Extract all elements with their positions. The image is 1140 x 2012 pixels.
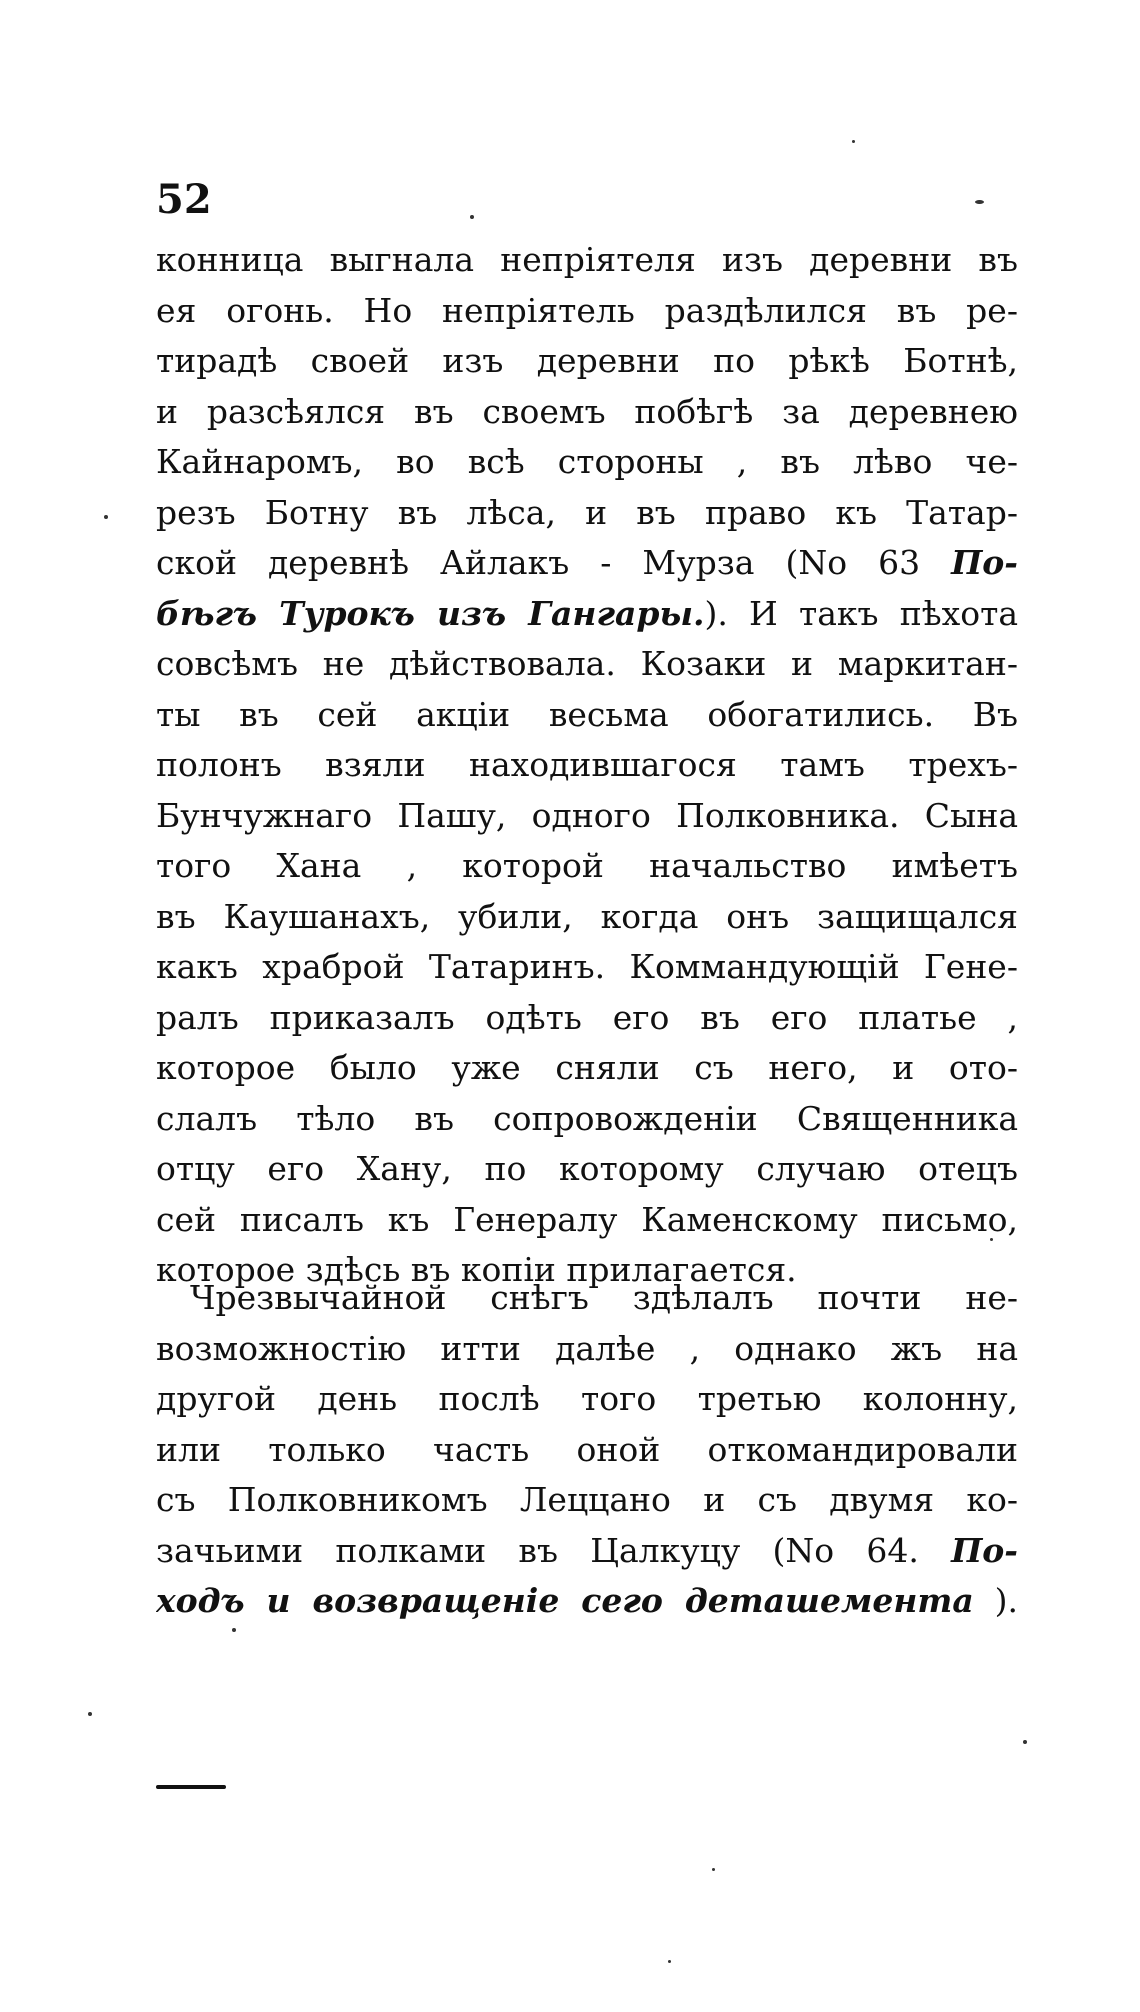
text-run: ской деревнѣ Айлакъ - Мурза (No 63 xyxy=(156,543,921,582)
italic-run: бѣгъ Турокъ изъ Гангары. xyxy=(156,593,705,633)
text-line: Кайнаромъ, во всѣ стороны , въ лѣво че- xyxy=(156,442,1018,481)
text-line: совсѣмъ не дѣйствовала. Козаки и маркитан- xyxy=(156,644,1018,683)
text-line: съ Полковникомъ Леццано и съ двумя ко- xyxy=(156,1480,1018,1519)
text-line: которое здѣсь въ копіи прилагается. xyxy=(156,1250,797,1289)
ink-speck xyxy=(470,215,474,219)
text-line: ралъ приказалъ одѣть его въ его платье , xyxy=(156,997,1018,1037)
text-line xyxy=(156,589,1018,640)
text-line: которое было уже сняли съ него, и ото- xyxy=(156,1048,1018,1087)
paragraph-2 xyxy=(156,1273,1018,1627)
italic-run: ходъ и возвращеніе сего деташемента xyxy=(156,1581,974,1620)
ink-speck xyxy=(668,1960,671,1963)
text-run: ). xyxy=(994,1581,1018,1620)
ink-speck xyxy=(852,140,855,143)
text-line: резъ Ботну въ лѣса, и въ право къ Татар- xyxy=(156,492,1018,532)
text-line: слалъ тѣло въ сопровожденіи Священника xyxy=(156,1098,1018,1138)
text-line: или только часть оной откомандировали xyxy=(156,1429,1018,1469)
ink-speck xyxy=(712,1868,715,1871)
italic-run: По- xyxy=(951,543,1018,582)
page-number: 52 xyxy=(156,176,212,223)
text-line: другой день послѣ того третью колонну, xyxy=(156,1379,1018,1418)
text-line xyxy=(156,1526,1018,1577)
ink-speck xyxy=(990,1238,993,1241)
text-line: ея огонь. Но непріятель раздѣлился въ ре- xyxy=(156,290,1018,330)
text-line: тирадѣ своей изъ деревни по рѣкѣ Ботнѣ, xyxy=(156,341,1018,380)
text-line: конница выгнала непріятеля изъ деревни въ xyxy=(156,240,1018,279)
text-line: въ Каушанахъ, убили, когда онъ защищался xyxy=(156,896,1018,936)
paragraph-1 xyxy=(156,235,1018,1296)
text-line: возможностію итти далѣе , однако жъ на xyxy=(156,1328,1018,1368)
text-run: зачьими полками въ Цалкуцу (No 64. xyxy=(156,1530,919,1570)
ink-speck xyxy=(975,200,984,204)
text-line xyxy=(156,538,1018,589)
text-line: ты въ сей акціи весьма обогатились. Въ xyxy=(156,694,1018,734)
text-line: полонъ взяли находившагося тамъ трехъ- xyxy=(156,745,1018,784)
text-line: какъ храброй Татаринъ. Коммандующій Гене- xyxy=(156,947,1018,986)
ink-speck xyxy=(1023,1740,1027,1744)
text-line: Бунчужнаго Пашу, одного Полковника. Сына xyxy=(156,795,1018,835)
ink-speck xyxy=(88,1712,92,1716)
text-line: и разсѣялся въ своемъ побѣгѣ за деревнею xyxy=(156,391,1018,431)
text-run: ). И такъ пѣхота xyxy=(704,593,1018,633)
text-line: Чрезвычайной снѣгъ здѣлалъ почти не- xyxy=(190,1278,1018,1317)
text-line: сей писалъ къ Генералу Каменскому письмо, xyxy=(156,1199,1018,1239)
text-line xyxy=(156,1576,1018,1627)
text-line: того Хана , которой начальство имѣетъ xyxy=(156,846,1018,885)
ink-speck xyxy=(232,1628,236,1632)
italic-run: По- xyxy=(951,1530,1018,1570)
end-rule xyxy=(156,1785,226,1789)
ink-speck xyxy=(104,515,108,519)
text-line: отцу его Хану, по которому случаю отецъ xyxy=(156,1149,1018,1188)
